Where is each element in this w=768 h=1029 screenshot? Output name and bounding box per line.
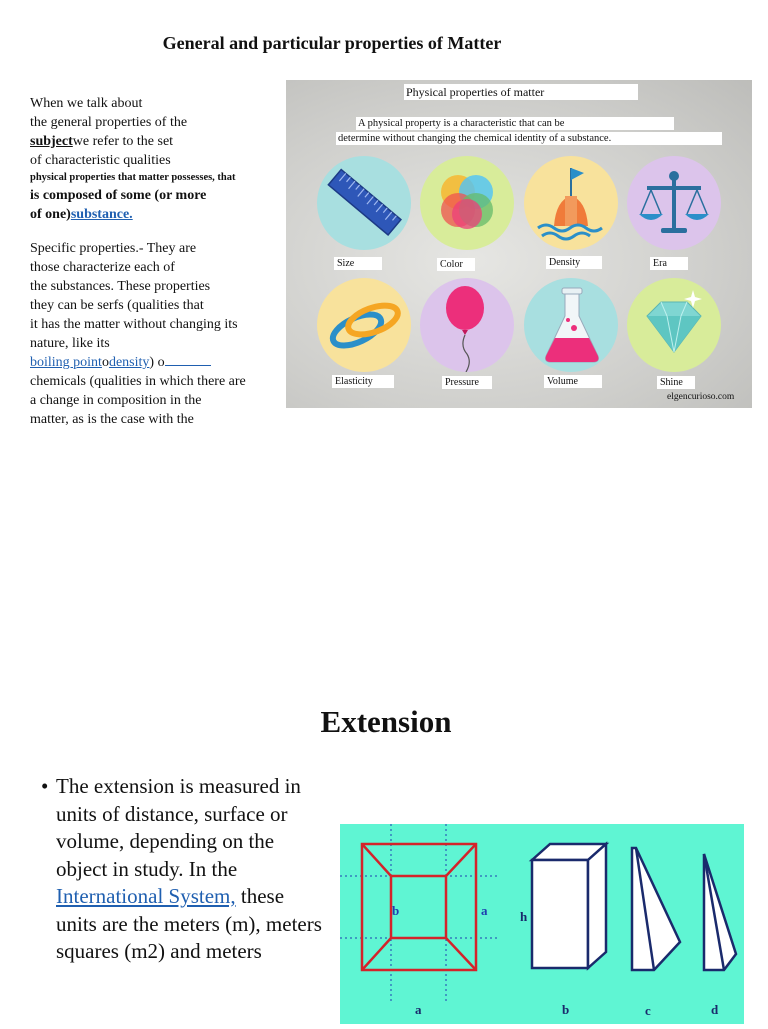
- text-line: [30, 132, 280, 151]
- text-line: they can be serfs (qualities that: [30, 298, 204, 313]
- shine-label: Shine: [657, 376, 695, 389]
- text-fragment: of one): [30, 207, 71, 222]
- page-title: General and particular properties of Matter: [162, 33, 502, 53]
- text-fragment: ) o: [149, 355, 165, 370]
- text-line: the substances. These properties: [30, 279, 211, 294]
- density-circle: [524, 156, 618, 250]
- text-line: is composed of some (or more: [30, 188, 207, 203]
- image-credit: elgencurioso.com: [667, 392, 735, 402]
- color-circle: [420, 156, 514, 250]
- substance-link[interactable]: substance.: [70, 207, 133, 222]
- bullet-marker: •: [41, 774, 49, 798]
- balance-scale-icon: [627, 156, 721, 250]
- diamond-icon: [627, 278, 721, 372]
- extension-bullet: [56, 773, 326, 966]
- text-line: [30, 205, 280, 224]
- color-label: Color: [437, 258, 475, 271]
- subject-word: subject: [30, 134, 73, 149]
- pressure-label: Pressure: [442, 376, 492, 389]
- text-line: chemicals (qualities in which there are: [30, 374, 246, 389]
- label-b-inner: b: [392, 903, 400, 918]
- buoy-icon: [524, 156, 618, 250]
- label-c: c: [645, 1003, 651, 1018]
- label-d: d: [711, 1002, 719, 1017]
- image-title: Physical properties of matter: [404, 84, 638, 100]
- bullet-text: The extension is measured in units of distance, surface or volume, depending on the object in study. In the: [56, 774, 301, 881]
- color-venn-icon: [420, 156, 514, 250]
- geometric-shapes-diagram: [340, 824, 744, 1024]
- text-line: Specific properties.- They are: [30, 241, 197, 256]
- text-line: physical properties that matter possesses, that: [30, 172, 236, 183]
- elasticity-circle: [317, 278, 411, 372]
- label-b: b: [562, 1002, 570, 1017]
- era-label: Era: [650, 257, 688, 270]
- volume-circle: [524, 278, 618, 372]
- rubber-bands-icon: [317, 278, 411, 372]
- image-description: A physical property is a characteristic that can be: [356, 117, 674, 130]
- density-link[interactable]: density: [108, 355, 150, 370]
- general-properties-text: [30, 94, 280, 429]
- pressure-circle: [420, 278, 514, 372]
- international-system-link[interactable]: International System,: [56, 884, 236, 908]
- label-a-bottom: a: [415, 1002, 422, 1017]
- size-circle: [317, 156, 411, 250]
- text-line: a change in composition in the: [30, 393, 202, 408]
- text-line: When we talk about: [30, 96, 143, 111]
- text-line: those characterize each of: [30, 260, 175, 275]
- text-line: [30, 353, 280, 372]
- balloon-icon: [420, 278, 514, 372]
- era-circle: [627, 156, 721, 250]
- shine-circle: [627, 278, 721, 372]
- flask-icon: [524, 278, 618, 372]
- ruler-icon: [317, 156, 411, 250]
- density-label: Density: [546, 256, 602, 269]
- size-label: Size: [334, 257, 382, 270]
- bullet-text: these units are the meters (m), meters squares (m2) and meters: [56, 884, 322, 963]
- volume-label: Volume: [544, 375, 602, 388]
- text-line: matter, as is the case with the: [30, 412, 194, 427]
- physical-properties-image: [286, 80, 752, 408]
- text-fragment: o: [101, 355, 109, 370]
- label-h: h: [520, 909, 528, 924]
- section-title: Extension: [320, 704, 452, 739]
- extension-figure: [340, 824, 744, 1024]
- label-a-right: a: [481, 903, 488, 918]
- text-line: it has the matter without changing its: [30, 317, 238, 332]
- text-line: the general properties of the: [30, 115, 188, 130]
- text-fragment: we refer to the set: [72, 134, 174, 149]
- text-line: nature, like its: [30, 336, 110, 351]
- boiling-point-link[interactable]: boiling point: [30, 355, 102, 370]
- text-line: of characteristic qualities: [30, 153, 171, 168]
- elasticity-label: Elasticity: [332, 375, 394, 388]
- image-description: determine without changing the chemical identity of a substance.: [336, 132, 722, 145]
